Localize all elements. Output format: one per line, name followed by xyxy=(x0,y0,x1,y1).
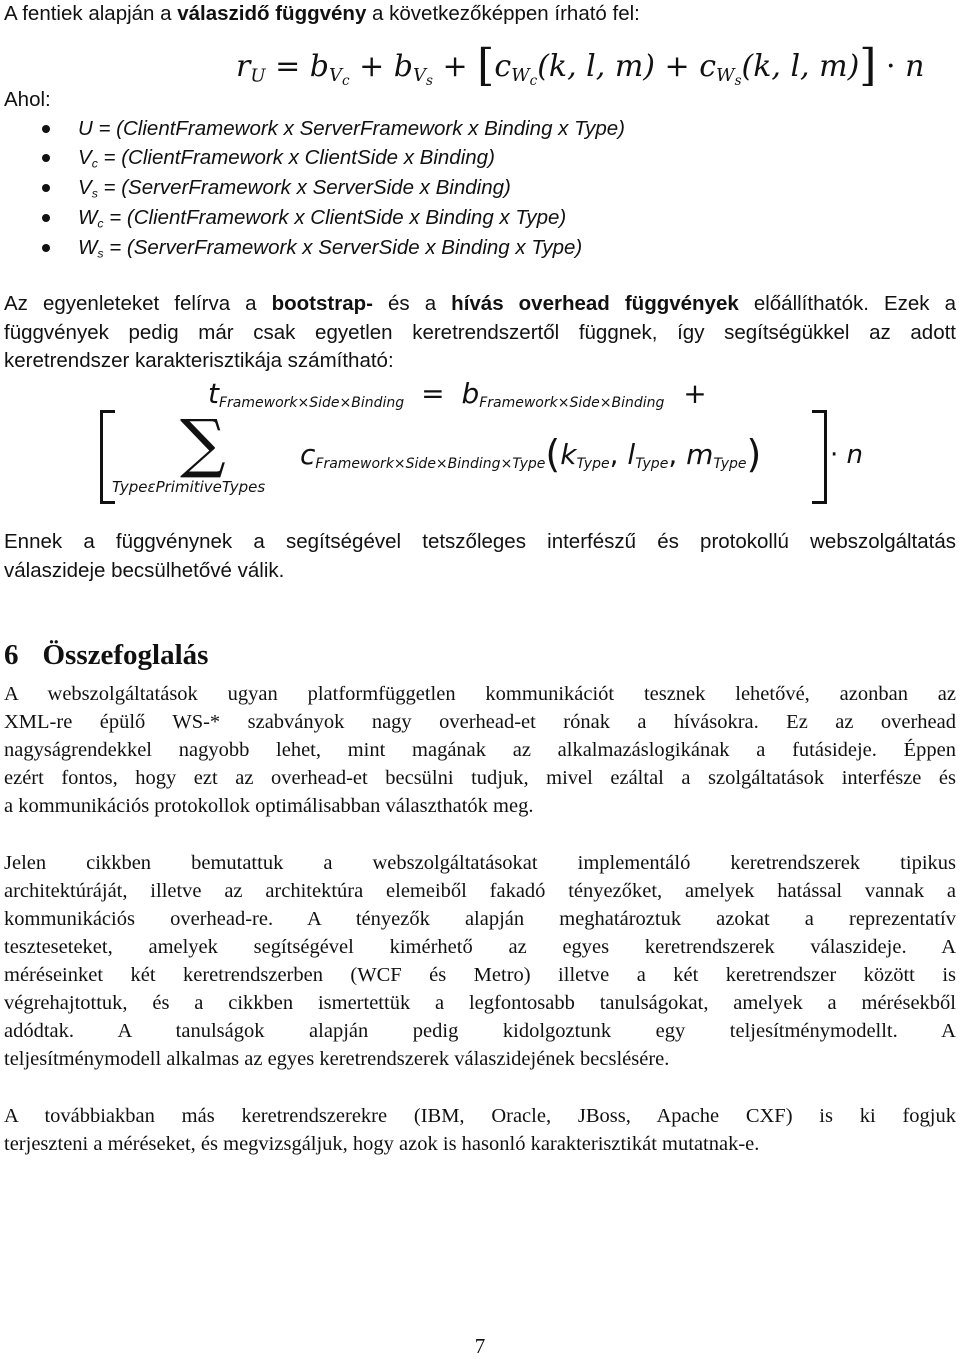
paragraph-line: architektúráját, illetve az architektúra elemeiből fakadó tényezőket, amelyek hatással vannak a xyxy=(4,880,956,902)
intro-line xyxy=(4,0,956,28)
formula-times-n: · n xyxy=(830,440,864,470)
definition-item: $W_c$ = (ClientFramework x ClientSide x Binding x Type) xyxy=(78,206,567,231)
paragraph-line: Az egyenleteket felírva a bootstrap- és a hívás overhead függvények előállíthatók. Ezek a xyxy=(4,292,956,315)
paragraph-line: válaszideje becsülhetővé válik. xyxy=(4,559,285,582)
paragraph-line: teljesítménymodell alkalmas az egyes keretrendszerek válaszidejének becslésére. xyxy=(4,1048,670,1070)
where-label: Ahol: xyxy=(4,88,51,111)
bullet-dot xyxy=(42,244,50,252)
paragraph-line: A webszolgáltatások ugyan platformfüggetlen kommunikációt tesznek lehetővé, azonban az xyxy=(4,683,956,705)
bullet-dot xyxy=(42,214,50,222)
formula-top-row: $t_{Framework\times Side\times Binding} = b_{Framework\times Side\times Binding}$ + xyxy=(208,377,707,412)
formula-c-term: $c_{Framework\times Side\times Binding\times Type}(k_{Type}$, $l_{Type}$, $m_{Type}$) xyxy=(300,432,762,476)
definition-item: $W_s$ = (ServerFramework x ServerSide x Binding x Type) xyxy=(78,236,583,261)
paragraph-line: végrehajtottuk, és a cikkben ismertettük a legfontosabb tanulságokat, amelyek a mérésekből xyxy=(4,992,956,1014)
section-number: 6 xyxy=(4,639,19,671)
response-time-formula: $r_U = b_{V_c} + b_{V_s} + [c_{W_c}(k$, l, $m) + c_{W_s}(k$, l, m)] · n xyxy=(236,40,925,91)
section-heading xyxy=(4,638,208,672)
page-number: 7 xyxy=(474,1334,486,1358)
paragraph-line: a kommunikációs protokollok optimálisabban választhatók meg. xyxy=(4,795,534,817)
paragraph-line: keretrendszer karakterisztikája számítható: xyxy=(4,349,394,372)
paragraph-line: nagyságrendekkel nagyobb lehet, mint magának az alkalmazáslogikának a futásideje. Éppen xyxy=(4,739,956,761)
bullet-dot xyxy=(42,154,50,162)
paragraph-line: függvények pedig már csak egyetlen keretrendszertől függnek, így segítségükkel az adott xyxy=(4,321,956,344)
section-title: Összefoglalás xyxy=(42,639,209,671)
bullet-dot xyxy=(42,125,50,133)
definition-item: U = (ClientFramework x ServerFramework x Binding x Type) xyxy=(78,117,626,140)
paragraph-line: Jelen cikkben bemutattuk a webszolgáltatásokat implementáló keretrendszerek tipikus xyxy=(4,852,956,874)
intro-text-end: a következőképpen írható fel: xyxy=(366,2,640,25)
sigma-symbol: ∑ xyxy=(180,407,226,481)
paragraph-line: adódtak. A tanulságok alapján pedig kidolgoztunk egy teljesítménymodellt. A xyxy=(4,1020,956,1042)
definition-item: $V_s$ = (ServerFramework x ServerSide x Binding) xyxy=(78,176,511,201)
intro-bold: válaszidő függvény xyxy=(177,2,367,25)
bullet-dot xyxy=(42,184,50,192)
paragraph-line: A továbbiakban más keretrendszerekre (IBM, Oracle, JBoss, Apache CXF) is ki fogjuk xyxy=(4,1105,956,1127)
paragraph-line: méréseinket két keretrendszerben (WCF és Metro) illetve a két keretrendszer között is xyxy=(4,964,956,986)
sigma-subscript: TypeεPrimitiveTypes xyxy=(112,478,266,496)
paragraph-line: ezért fontos, hogy ezt az overhead-et becsülni tudjuk, mivel ezáltal a szolgáltatások interfésze és xyxy=(4,767,956,789)
intro-text: A fentiek alapján a xyxy=(4,2,178,25)
right-bracket xyxy=(812,410,827,504)
paragraph-line: XML-re épülő WS-* szabványok nagy overhead-et rónak a hívásokra. Ez az overhead xyxy=(4,711,956,733)
paragraph-line: teszteseteket, amelyek segítségével kimérhető az egyes keretrendszerek válaszideje. A xyxy=(4,936,956,958)
paragraph-line: terjeszteni a méréseket, és megvizsgáljuk, hogy azok is hasonló karakterisztikát mutatnak-e. xyxy=(4,1133,760,1155)
paragraph-line: kommunikációs overhead-re. A tényezők alapján meghatároztuk azokat a reprezentatív xyxy=(4,908,956,930)
paragraph-line: Ennek a függvénynek a segítségével tetszőleges interfészű és protokollú webszolgáltatás xyxy=(4,530,956,553)
definition-item: $V_c$ = (ClientFramework x ClientSide x Binding) xyxy=(78,146,495,171)
